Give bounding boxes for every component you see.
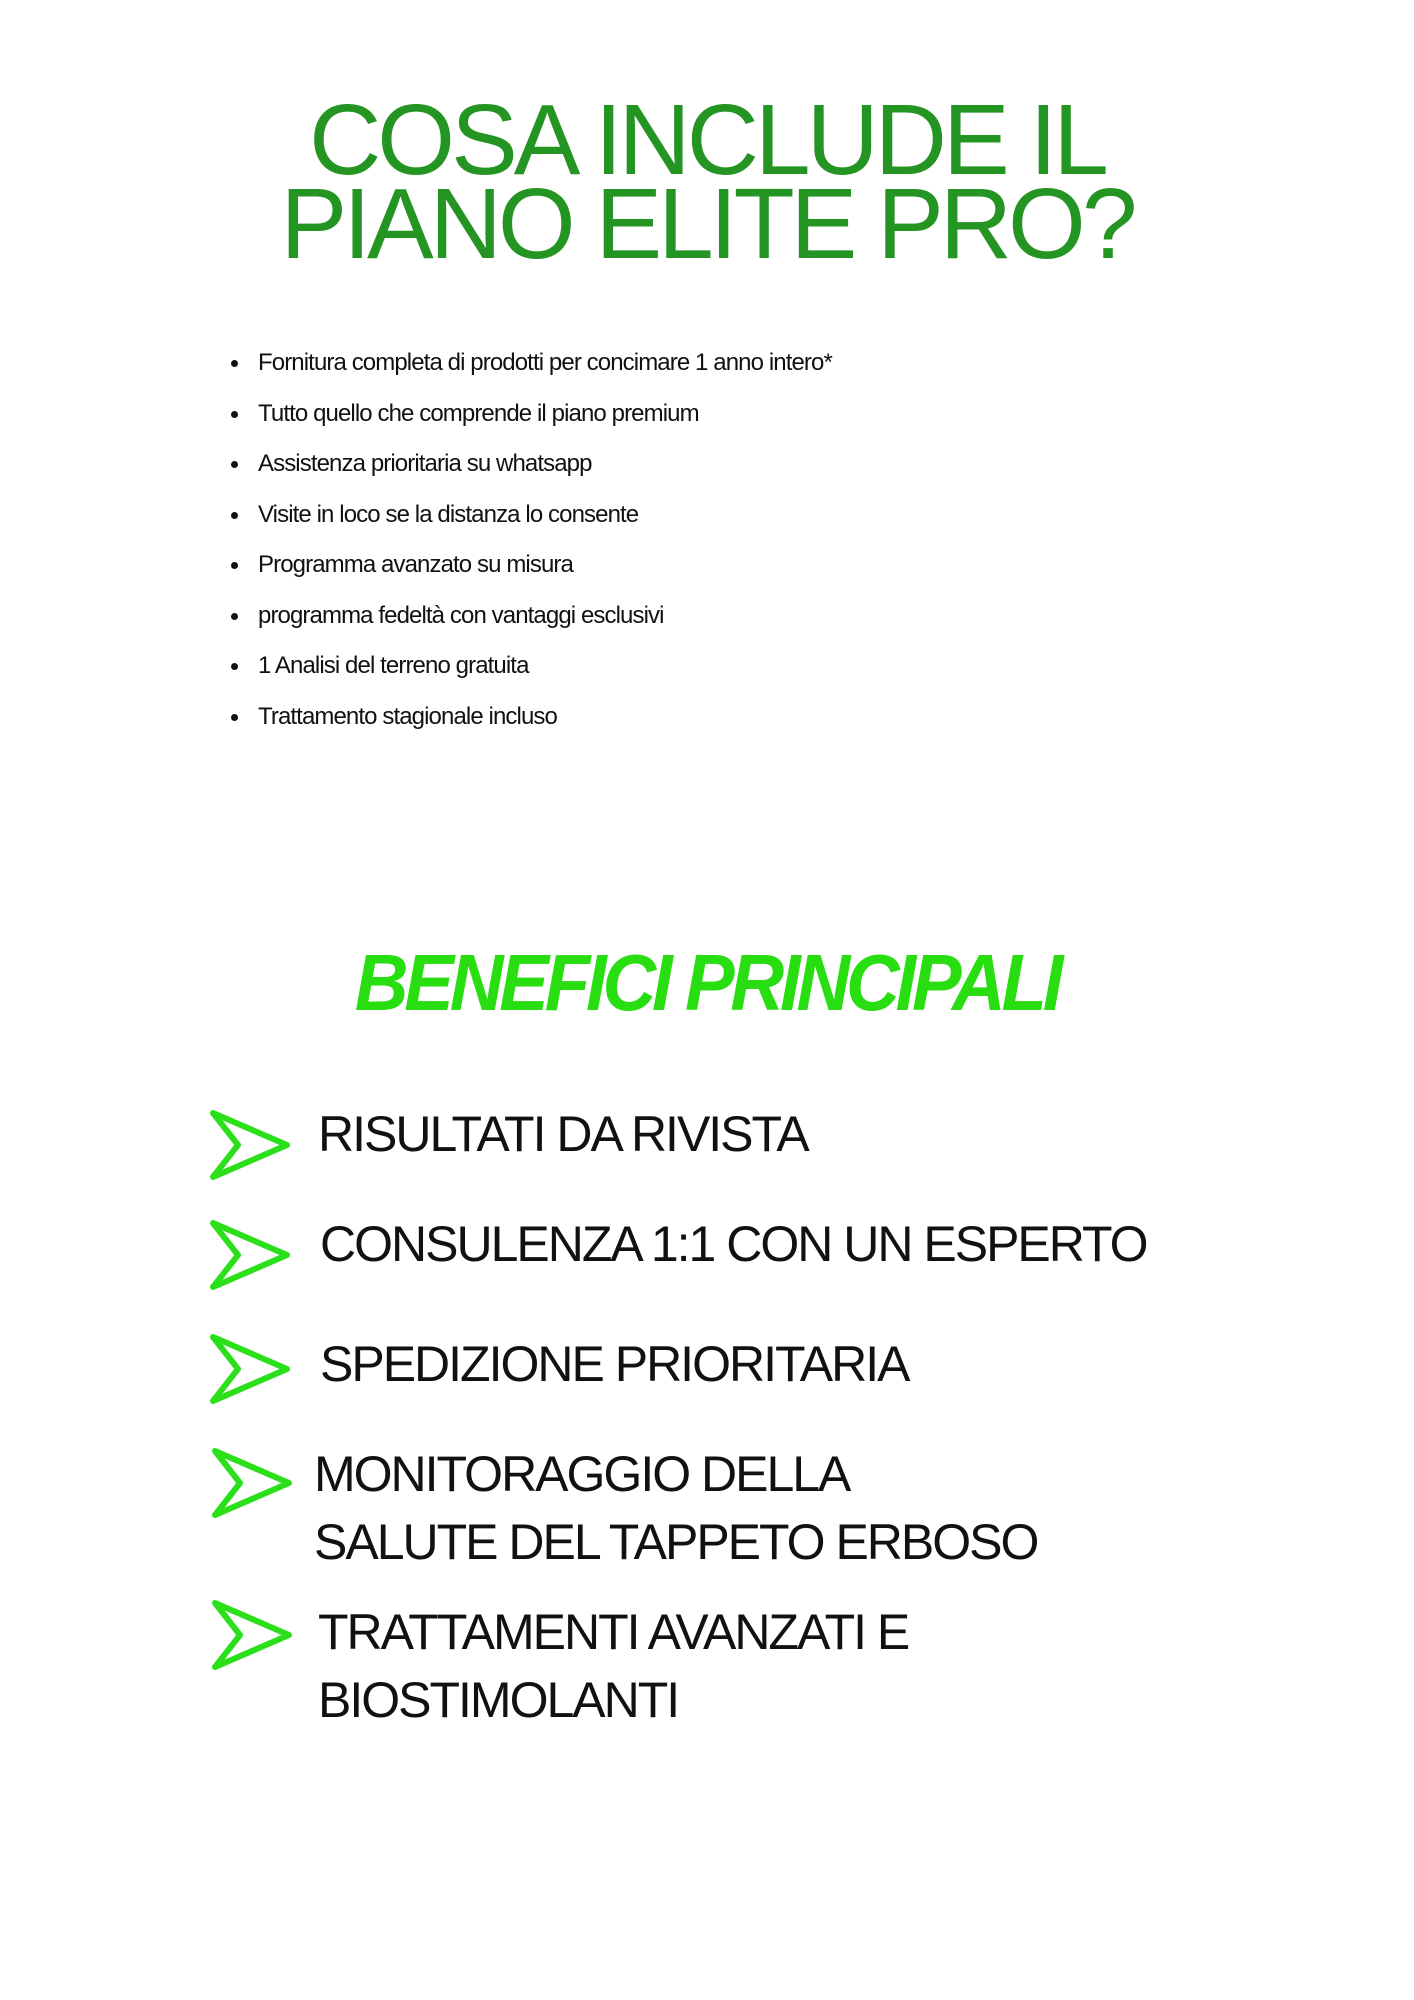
benefit-item-monitoring [0, 1440, 1414, 1590]
benefit-label-line-1: RISULTATI DA RIVISTA [318, 1106, 808, 1162]
bullet-dot-icon [231, 512, 238, 519]
list-item-text: Tutto quello che comprende il piano premium [258, 399, 699, 427]
list-item-text: Fornitura completa di prodotti per concimare 1 anno intero* [258, 349, 832, 376]
list-item-text: 1 Analisi del terreno gratuita [258, 652, 529, 679]
list-item [231, 498, 832, 549]
chevron-arrow-icon [210, 1598, 294, 1672]
benefit-item-treatments [0, 1598, 1414, 1748]
page-title-line-1: COSA INCLUDE IL [309, 84, 1105, 196]
benefit-label-line-1: SPEDIZIONE PRIORITARIA [320, 1336, 909, 1392]
list-item-text: Assistenza prioritaria su whatsapp [258, 450, 592, 477]
benefit-label [318, 1598, 908, 1734]
bullet-dot-icon [231, 461, 238, 468]
page-title-line-2: PIANO ELITE PRO? [280, 168, 1134, 280]
list-item [231, 548, 832, 599]
benefit-label-line-1: MONITORAGGIO DELLA [314, 1446, 850, 1502]
bullet-dot-icon [231, 411, 238, 418]
benefit-label [314, 1440, 1037, 1576]
benefit-label-line-1: CONSULENZA 1:1 CON UN ESPERTO [320, 1216, 1147, 1272]
benefits-heading: BENEFICI PRINCIPALI [354, 938, 1060, 1027]
benefit-label [318, 1100, 808, 1168]
bullet-dot-icon [231, 562, 238, 569]
list-item [231, 346, 832, 397]
chevron-arrow-icon [208, 1108, 292, 1182]
list-item [231, 700, 832, 751]
chevron-arrow-icon [208, 1332, 292, 1406]
chevron-arrow-icon [208, 1218, 292, 1292]
chevron-arrow-icon [210, 1446, 294, 1520]
benefit-label-line-2: BIOSTIMOLANTI [318, 1672, 679, 1728]
list-item-text: Trattamento stagionale incluso [258, 702, 557, 730]
bullet-dot-icon [231, 714, 238, 721]
benefit-label [320, 1210, 1147, 1278]
benefit-label-line-1: TRATTAMENTI AVANZATI E [318, 1604, 909, 1660]
bullet-dot-icon [231, 663, 238, 670]
list-item-text: Visite in loco se la distanza lo consente [258, 500, 639, 528]
benefit-label [320, 1330, 909, 1398]
list-item [231, 447, 832, 498]
inclusions-list [231, 346, 832, 750]
bullet-dot-icon [231, 360, 238, 367]
page-title [0, 84, 1414, 280]
list-item [231, 397, 832, 448]
list-item [231, 649, 832, 700]
list-item [231, 599, 832, 650]
benefit-label-line-2: SALUTE DEL TAPPETO ERBOSO [314, 1514, 1038, 1570]
bullet-dot-icon [231, 613, 238, 620]
list-item-text: programma fedeltà con vantaggi esclusivi [258, 601, 664, 629]
list-item-text: Programma avanzato su misura [258, 551, 573, 578]
